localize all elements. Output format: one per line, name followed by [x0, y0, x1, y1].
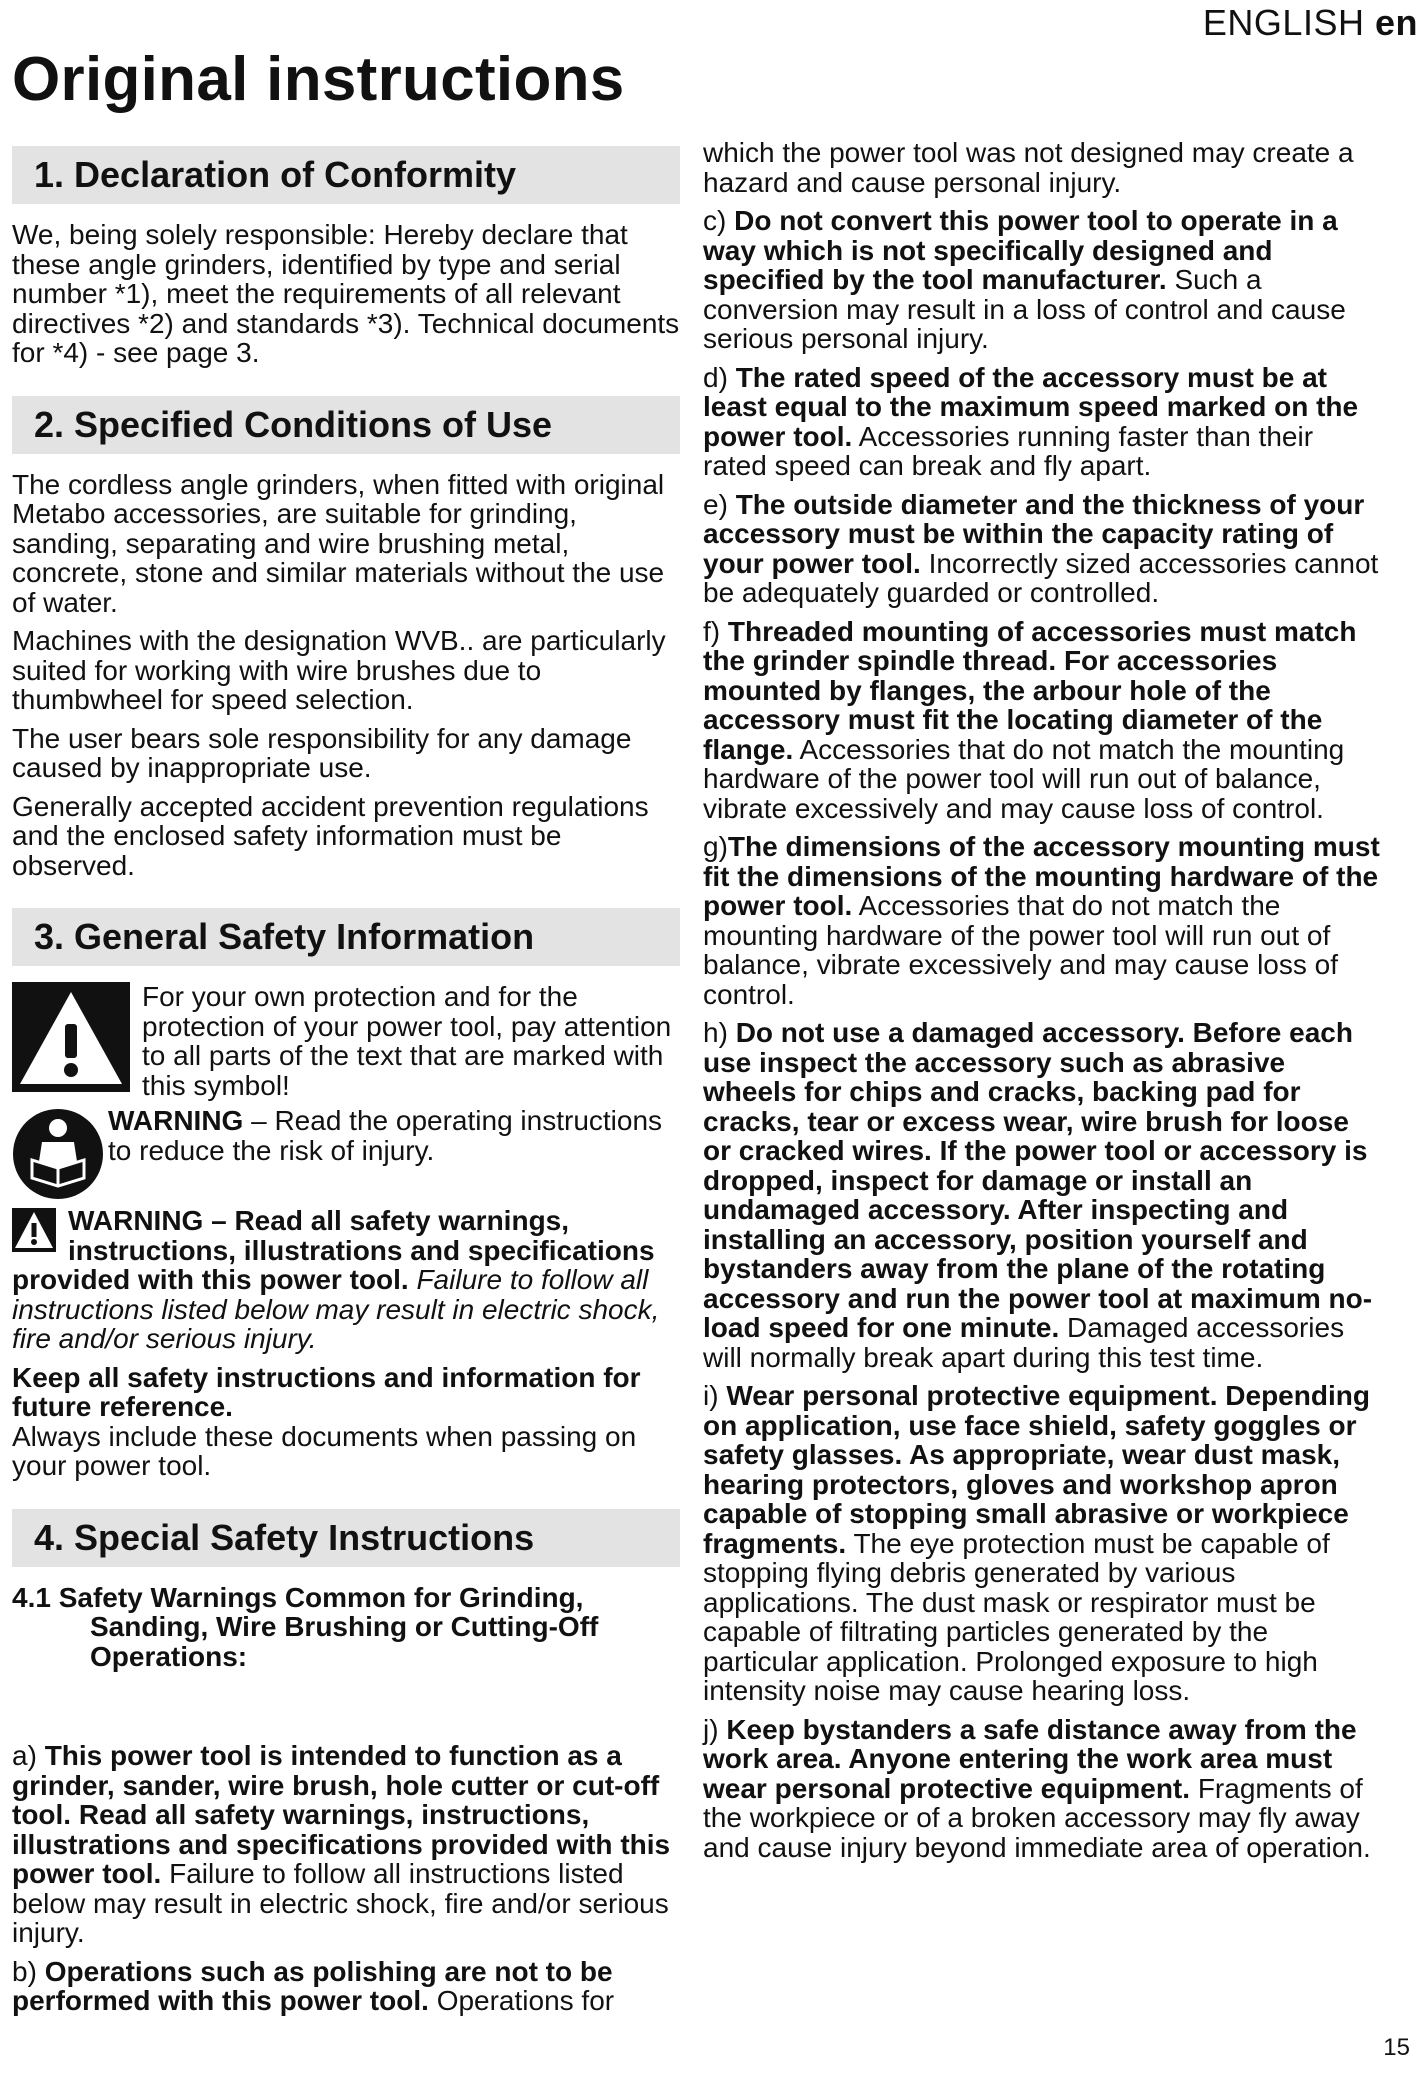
safety-item-a: a) This power tool is intended to function as a grinder, sander, wire brush, hole cutter or cut-off tool. Read all safety warnings, instructions, illustrations and specifications provided with this power tool. Failure to follow all instructions listed below may result in electric shock, fire and/or serious injury.	[12, 1740, 671, 1948]
language-label: ENGLISH en	[1202, 2, 1418, 43]
symbol-notice-text: For your own protection and for the protection of your power tool, pay attention to all parts of the text that are marked with this symbol!	[142, 981, 672, 1101]
page-number: 15	[1383, 2034, 1410, 2061]
warning-triangle-icon	[12, 982, 130, 1092]
general-warning-italic: Failure to follow all instructions listed below may result in electric shock, fire and/or serious injury.	[12, 1264, 660, 1354]
section-heading-declaration: 1. Declaration of Conformity	[12, 146, 680, 204]
section-heading-conditions: 2. Specified Conditions of Use	[12, 396, 680, 454]
subsection-heading: 4.1 Safety Warnings Common for Grinding, Sanding, Wire Brushing or Cutting-Off Operations:	[12, 1581, 599, 1672]
general-warning	[12, 1206, 680, 1354]
section-heading-general-safety: 3. General Safety Information	[12, 908, 680, 966]
warning-triangle-icon	[12, 1208, 56, 1252]
right-column	[703, 138, 1383, 1871]
keep-instructions: Keep all safety instructions and information for future reference. Always include these documents when passing on your power tool.	[12, 1361, 641, 1481]
safety-item-h: h) Do not use a damaged accessory. Before each use inspect the accessory such as abrasive wheels for chips and cracks, backing pad for cracks, tear or excess wear, wire brush for loose or cracked wires. If the power tool or accessory is dropped, inspect for damage or install an undamaged accessory. After inspecting and installing an accessory, position yourself and bystanders away from the plane of the rotating accessory and run the power tool at maximum no-load speed for one minute. Damaged accessories will normally break apart during this test time.	[703, 1017, 1373, 1373]
manual-warning	[12, 1106, 680, 1200]
symbol-notice	[12, 982, 680, 1100]
conditions-paragraph: Machines with the designation WVB.. are particularly suited for working with wire brushes due to thumbwheel for speed selection.	[12, 625, 666, 715]
safety-item-b: b) Operations such as polishing are not to be performed with this power tool. Operations for	[12, 1955, 615, 2016]
safety-item-i: i) Wear personal protective equipment. Depending on application, use face shield, safety goggles or safety glasses. As appropriate, wear dust mask, hearing protectors, gloves and workshop apron capable of stopping small abrasive or workpiece fragments. The eye protection must be capable of stopping flying debris generated by various applications. The dust mask or respirator must be capable of filtrating particles generated by the particular application. Prolonged exposure to high intensity noise may cause hearing loss.	[703, 1380, 1370, 1706]
conditions-paragraph: The cordless angle grinders, when fitted with original Metabo accessories, are suitable for grinding, sanding, separating and wire brushing metal, concrete, stone and similar materials without the use of water.	[12, 468, 665, 618]
conditions-paragraph: The user bears sole responsibility for any damage caused by inappropriate use.	[12, 722, 632, 783]
left-column	[12, 140, 680, 2025]
safety-item-f: f) Threaded mounting of accessories must match the grinder spindle thread. For accessories mounted by flanges, the arbour hole of the accessory must fit the locating diameter of the flange. Accessories that do not match the mounting hardware of the power tool will run out of balance, vibrate excessively and may cause loss of control.	[703, 615, 1357, 824]
section-heading-special-safety: 4. Special Safety Instructions	[12, 1509, 680, 1567]
safety-item-e: e) The outside diameter and the thickness of your accessory must be within the capacity rating of your power tool. Incorrectly sized accessories cannot be adequately guarded or controlled.	[703, 488, 1379, 608]
safety-item-d: d) The rated speed of the accessory must be at least equal to the maximum speed marked on the power tool. Accessories running faster than their rated speed can break and fly apart.	[703, 361, 1359, 481]
page-title: Original instructions	[12, 45, 625, 114]
conditions-paragraph: Generally accepted accident prevention regulations and the enclosed safety information must be observed.	[12, 790, 649, 881]
read-manual-icon	[12, 1108, 104, 1200]
safety-item-j: j) Keep bystanders a safe distance away from the work area. Anyone entering the work area must wear personal protective equipment. Fragments of the workpiece or of a broken accessory may fly away and cause injury beyond immediate area of operation.	[703, 1713, 1371, 1863]
declaration-text: We, being solely responsible: Hereby declare that these angle grinders, identified by type and serial number *1), meet the requirements of all relevant directives *2) and standards *3). Technical documents for *4) - see page 3.	[12, 219, 680, 368]
safety-item-b-continued: which the power tool was not designed may create a hazard and cause personal injury.	[703, 137, 1354, 198]
manual-warning-text: WARNING – Read the operating instructions to reduce the risk of injury.	[108, 1105, 663, 1166]
safety-item-c: c) Do not convert this power tool to operate in a way which is not specifically designed and specified by the tool manufacturer. Such a conversion may result in a loss of control and cause serious personal injury.	[703, 205, 1346, 354]
general-warning-bold: WARNING – Read all safety warnings, instructions, illustrations and specifications provided with this power tool.	[12, 1205, 655, 1295]
safety-item-g: g)The dimensions of the accessory mounting must fit the dimensions of the mounting hardware of the power tool. Accessories that do not match the mounting hardware of the power tool will run out of balance, vibrate excessively and may cause loss of control.	[703, 831, 1380, 1010]
